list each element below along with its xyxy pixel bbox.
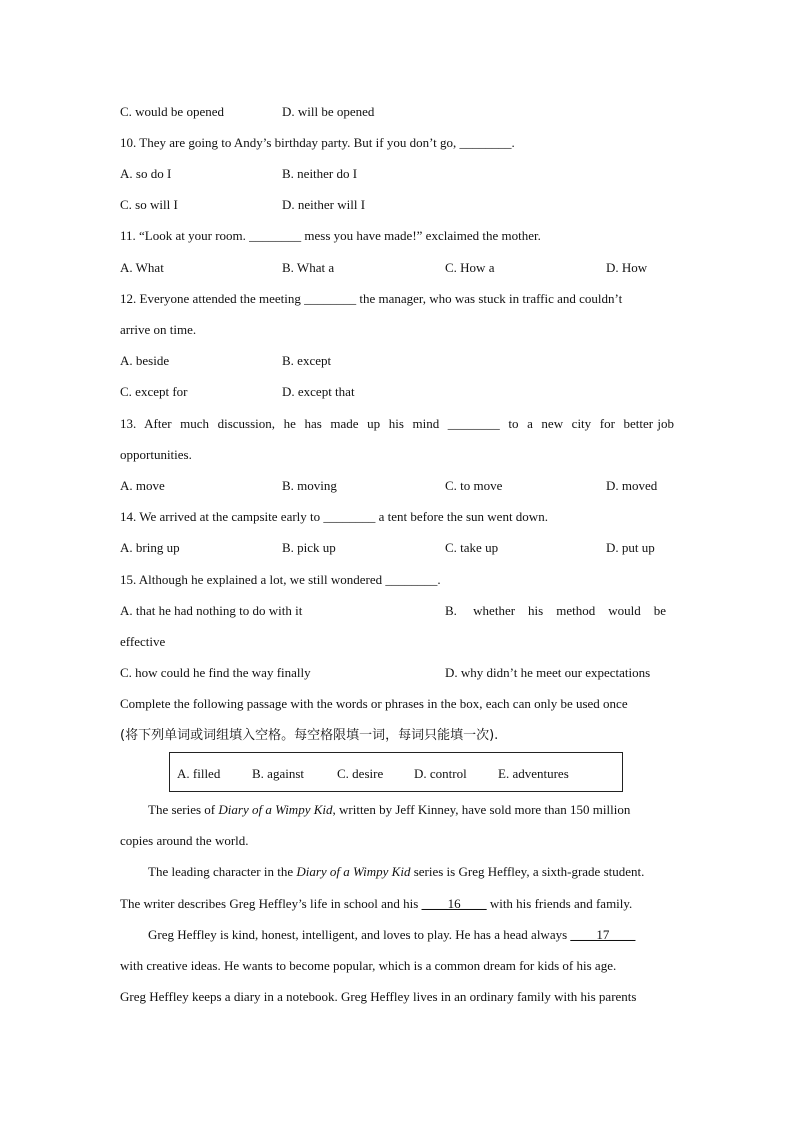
q9-option-c: C. would be opened <box>120 104 224 119</box>
q14-option-d: D. put up <box>606 540 655 555</box>
q11-stem: 11. “Look at your room. ________ mess you have made!” exclaimed the mother. <box>120 228 541 243</box>
section-instructions-chinese: (将下列单词或词组填入空格。每空格限填一词，每词只能填一次). <box>120 728 499 743</box>
word-box <box>169 752 623 792</box>
q14-option-b: B. pick up <box>282 540 336 555</box>
q10-option-c: C. so will I <box>120 197 178 212</box>
passage-paragraph-3: Greg Heffley is kind, honest, intelligent, and loves to play. He has a head always ____17____ <box>148 927 636 942</box>
word-option-e: E. adventures <box>498 766 569 781</box>
q13-option-b: B. moving <box>282 478 337 493</box>
q11-option-a: A. What <box>120 260 164 275</box>
q11-option-c: C. How a <box>445 260 495 275</box>
q11-option-d: D. How <box>606 260 648 275</box>
q12-option-b: B. except <box>282 353 332 368</box>
q13-option-c: C. to move <box>445 478 503 493</box>
q15-option-d: D. why didn’t he meet our expectations <box>445 665 651 680</box>
q10-option-a: A. so do I <box>120 166 172 181</box>
word-option-c: C. desire <box>337 766 384 781</box>
q12-option-c: C. except for <box>120 384 188 399</box>
section-instructions: Complete the following passage with the words or phrases in the box, each can only be used once <box>120 696 628 711</box>
q14-option-a: A. bring up <box>120 540 180 555</box>
book-title: Diary of a Wimpy Kid <box>296 864 411 879</box>
q10-option-d: D. neither will I <box>282 197 366 212</box>
word-option-b: B. against <box>252 766 304 781</box>
passage-paragraph-2-cont: The writer describes Greg Heffley’s life in school and his ____16____ with his friends and family. <box>120 896 633 911</box>
q10-option-b: B. neither do I <box>282 166 358 181</box>
q13-stem-cont: opportunities. <box>120 447 192 462</box>
passage-paragraph-3-cont: with creative ideas. He wants to become popular, which is a common dream for kids of his age. <box>120 958 617 973</box>
passage-paragraph-2: The leading character in the Diary of a Wimpy Kid series is Greg Heffley, a sixth-grade student. <box>148 864 645 879</box>
q9-option-d: D. will be opened <box>282 104 375 119</box>
q13-option-d: D. moved <box>606 478 658 493</box>
q15-option-a: A. that he had nothing to do with it <box>120 603 303 618</box>
q14-stem: 14. We arrived at the campsite early to ________ a tent before the sun went down. <box>120 509 548 524</box>
q15-option-c: C. how could he find the way finally <box>120 665 311 680</box>
q14-option-c: C. take up <box>445 540 499 555</box>
passage-paragraph-1-cont: copies around the world. <box>120 833 249 848</box>
passage-paragraph-1: The series of Diary of a Wimpy Kid, written by Jeff Kinney, have sold more than 150 million <box>148 802 631 817</box>
word-option-d: D. control <box>414 766 467 781</box>
passage-paragraph-3-cont2: Greg Heffley keeps a diary in a notebook. Greg Heffley lives in an ordinary family with his parents <box>120 989 637 1004</box>
q10-stem: 10. They are going to Andy’s birthday party. But if you don’t go, ________. <box>120 135 515 150</box>
q13-stem: 13. After much discussion, he has made up his mind ________ to a new city for better job <box>120 416 674 431</box>
q15-option-b-cont: effective <box>120 634 166 649</box>
q11-option-b: B. What a <box>282 260 335 275</box>
q12-stem-cont: arrive on time. <box>120 322 197 337</box>
q15-option-b: B. whether his method would be <box>445 603 666 618</box>
blank-16[interactable]: ____16____ <box>421 896 487 911</box>
q12-option-a: A. beside <box>120 353 170 368</box>
blank-17[interactable]: ____17____ <box>570 927 636 942</box>
q12-option-d: D. except that <box>282 384 355 399</box>
word-option-a: A. filled <box>177 766 221 781</box>
q13-option-a: A. move <box>120 478 165 493</box>
book-title: Diary of a Wimpy Kid <box>218 802 333 817</box>
q15-stem: 15. Although he explained a lot, we still wondered ________. <box>120 572 441 587</box>
q12-stem: 12. Everyone attended the meeting ________ the manager, who was stuck in traffic and couldn’t <box>120 291 623 306</box>
